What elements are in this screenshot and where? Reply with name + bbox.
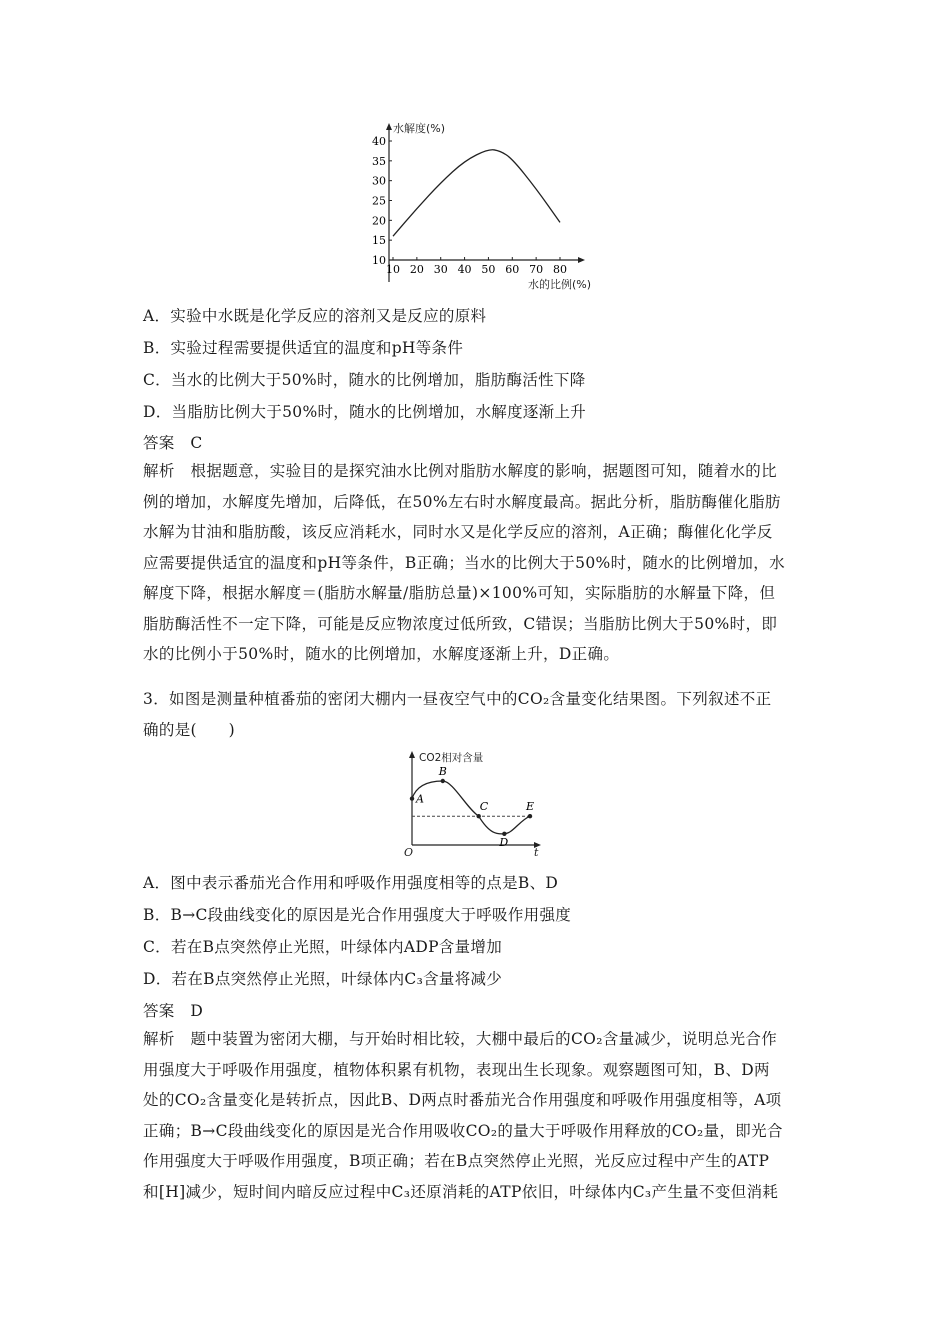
y-tick-label: 15 <box>372 234 386 248</box>
option-text: 若在B点突然停止光照，叶绿体内C₃含量将减少 <box>171 970 503 988</box>
option-label: A． <box>143 307 171 325</box>
q2-option-1 <box>143 338 823 358</box>
option-label: C． <box>143 371 171 389</box>
y-tick-label: 35 <box>372 154 386 168</box>
hydrolysis-curve <box>393 150 560 236</box>
hydrolysis-chart <box>360 115 600 295</box>
option-text: 当水的比例大于50%时，随水的比例增加，脂肪酶活性下降 <box>170 371 586 389</box>
x-tick-label: 80 <box>553 263 567 276</box>
y-tick-label: 30 <box>372 174 386 188</box>
t-axis-label: t <box>534 846 539 859</box>
x-tick-label: 40 <box>457 263 472 276</box>
point-b <box>441 779 445 783</box>
q3-option-0 <box>143 873 823 893</box>
text-line: 例的增加，水解度先增加，后降低，在50%左右时水解度最高。据此分析，脂肪酶催化脂肪 <box>143 492 781 511</box>
option-text: 当脂肪比例大于50%时，随水的比例增加，水解度逐渐上升 <box>171 403 587 421</box>
text-line: 确的是( ) <box>143 720 236 739</box>
q3-option-2 <box>143 937 823 957</box>
text-line: 作用强度大于呼吸作用强度，B项正确；若在B点突然停止光照，光反应过程中产生的ATP <box>143 1152 770 1170</box>
x-axis-label: 水的比例(%) <box>528 278 592 291</box>
x-tick-label: 50 <box>481 263 496 276</box>
q3-answer-value: D <box>190 1002 204 1020</box>
q3-stem <box>143 684 815 745</box>
hydrolysis-chart-svg <box>360 115 600 295</box>
option-label: D． <box>143 403 172 421</box>
x-tick-label: 30 <box>433 263 448 276</box>
text-line: 和[H]减少，短时间内暗反应过程中C₃还原消耗的ATP依旧，叶绿体内C₃产生量不变但消耗 <box>143 1182 779 1201</box>
option-label: B． <box>143 339 171 357</box>
q2-answer-label: 答案 <box>143 434 175 452</box>
co2-curve <box>412 781 530 834</box>
co2-y-label: CO2相对含量 <box>419 752 484 764</box>
y-tick-label: 10 <box>372 254 386 267</box>
q2-option-3 <box>143 402 823 422</box>
option-label: D． <box>143 970 172 988</box>
option-text: 若在B点突然停止光照，叶绿体内ADP含量增加 <box>170 938 503 956</box>
point-label-a: A <box>416 792 424 806</box>
q3-option-3 <box>143 969 823 989</box>
text-line: 解析 根据题意，实验目的是探究油水比例对脂肪水解度的影响，据题图可知，随着水的比 <box>143 462 778 480</box>
q3-answer-label: 答案 <box>143 1002 175 1020</box>
option-label: B． <box>143 906 171 924</box>
x-tick-label: 10 <box>386 263 400 276</box>
point-label-b: B <box>438 765 447 778</box>
y-axis-arrow <box>386 123 392 130</box>
x-tick-label: 70 <box>529 263 544 276</box>
x-tick-label: 60 <box>505 263 520 276</box>
point-label-c: C <box>479 800 489 814</box>
text-line: 脂肪酶活性不一定下降，可能是反应物浓度过低所致，C错误；当脂肪比例大于50%时，即 <box>143 614 778 633</box>
text-line: 处的CO₂含量变化是转折点，因此B、D两点时番茄光合作用强度和呼吸作用强度相等，A项 <box>143 1091 782 1109</box>
q3-option-1 <box>143 905 823 925</box>
origin-label: O <box>404 846 414 859</box>
co2-chart <box>395 745 555 860</box>
option-text: 图中表示番茄光合作用和呼吸作用强度相等的点是B、D <box>170 874 559 892</box>
y-tick-label: 20 <box>372 214 386 228</box>
text-line: 正确；B→C段曲线变化的原因是光合作用吸收CO₂的量大于呼吸作用释放的CO₂量，即光合 <box>143 1121 783 1140</box>
q3-answer <box>143 1001 823 1021</box>
q2-answer-value: C <box>190 434 203 452</box>
text-line: 水解为甘油和脂肪酸，该反应消耗水，同时水又是化学反应的溶剂，A正确；酶催化化学反 <box>143 523 773 541</box>
q2-analysis <box>143 456 815 670</box>
text-line: 水的比例小于50%时，随水的比例增加，水解度逐渐上升，D正确。 <box>143 645 620 663</box>
y-tick-label: 25 <box>372 194 386 208</box>
option-text: 实验过程需要提供适宜的温度和pH等条件 <box>170 339 464 357</box>
y-axis-arrow <box>409 751 415 758</box>
co2-chart-svg <box>395 745 555 860</box>
point-c <box>476 814 480 818</box>
x-tick-label: 20 <box>409 263 424 276</box>
q2-answer <box>143 433 823 453</box>
text-line: 3．如图是测量种植番茄的密闭大棚内一昼夜空气中的CO₂含量变化结果图。下列叙述不正 <box>143 690 772 708</box>
q2-option-2 <box>143 370 823 390</box>
option-text: 实验中水既是化学反应的溶剂又是反应的原料 <box>170 307 487 325</box>
text-line: 解析 题中装置为密闭大棚，与开始时相比较，大棚中最后的CO₂含量减少，说明总光合作 <box>143 1030 778 1048</box>
point-a <box>410 796 414 800</box>
q3-analysis <box>143 1024 815 1207</box>
q2-option-0 <box>143 306 823 326</box>
point-label-d: D <box>499 835 509 849</box>
text-line: 解度下降，根据水解度＝(脂肪水解量/脂肪总量)×100%可知，实际脂肪的水解量下降，但 <box>143 584 776 602</box>
option-label: C． <box>143 938 171 956</box>
text-line: 用强度大于呼吸作用强度，植物体积累有机物，表现出生长现象。观察题图可知，B、D两 <box>143 1060 770 1079</box>
y-tick-label: 40 <box>372 135 386 148</box>
point-e <box>528 814 532 818</box>
y-axis-label: 水解度(%) <box>393 122 446 135</box>
x-axis-arrow <box>578 257 585 263</box>
point-label-e: E <box>526 800 535 814</box>
option-text: B→C段曲线变化的原因是光合作用强度大于呼吸作用强度 <box>170 906 572 924</box>
text-line: 应需要提供适宜的温度和pH等条件，B正确；当水的比例大于50%时，随水的比例增加，水 <box>143 553 785 572</box>
option-label: A． <box>143 874 171 892</box>
